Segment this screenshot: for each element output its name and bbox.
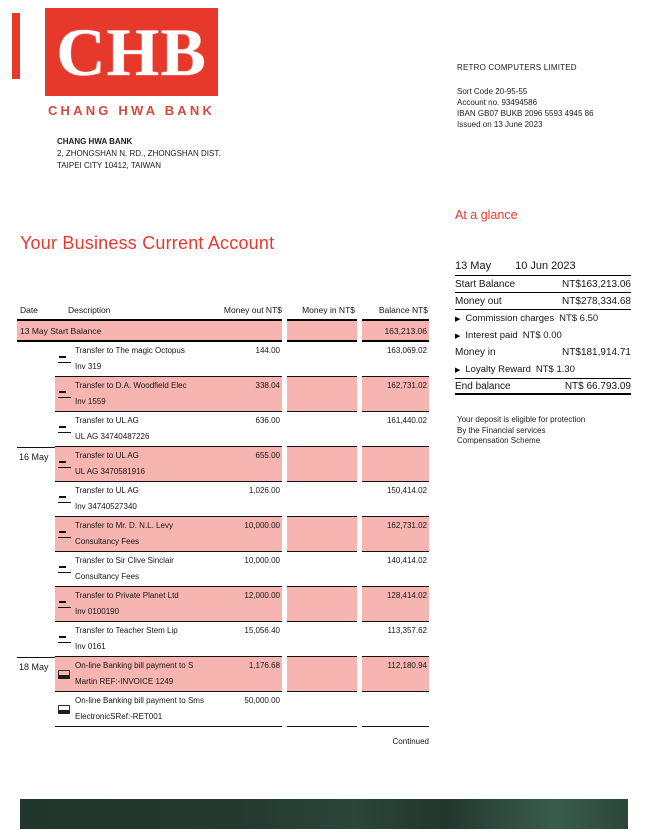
money-out-value: 655.00	[255, 451, 280, 460]
transaction-rows	[17, 342, 429, 727]
transaction-reference: ElectronicSRef:-RET001	[75, 712, 163, 721]
glance-item-value: NT$181,914.71	[562, 347, 631, 358]
money-in-cell	[287, 657, 357, 692]
transaction-type-icon	[58, 425, 71, 434]
transaction-description: Transfer to The magic Octopus	[75, 346, 185, 355]
transaction-type-icon	[58, 355, 71, 364]
continued-label: Continued	[392, 737, 429, 746]
transaction-date	[17, 622, 55, 657]
transaction-type-icon	[58, 495, 71, 504]
transaction-type-icon	[58, 565, 71, 574]
glance-item-label: Loyalty Reward	[465, 364, 531, 375]
balance-value	[362, 692, 429, 727]
money-out-value: 15,056.40	[244, 626, 280, 635]
transactions-table	[17, 303, 429, 727]
glance-item-label: Commission charges	[465, 313, 555, 324]
transaction-description: Transfer to UL AG	[75, 451, 139, 460]
statement-period	[455, 260, 631, 276]
money-out-value: 10,000.00	[244, 556, 280, 565]
bullet-arrow-icon: ▶	[455, 315, 461, 323]
glance-item	[455, 327, 631, 344]
money-in-cell	[287, 552, 357, 587]
glance-item	[455, 293, 631, 310]
bank-address-line1: 2, ZHONGSHAN N. RD., ZHONGSHAN DIST.	[57, 149, 221, 158]
col-header-description: Description	[68, 305, 111, 315]
table-row	[17, 552, 429, 587]
glance-item-value: NT$ 6.50	[559, 313, 599, 324]
glance-items	[455, 276, 631, 395]
transaction-date	[17, 412, 55, 447]
transaction-reference: UL AG 3470581916	[75, 467, 145, 476]
table-row	[17, 622, 429, 657]
transaction-reference: Inv 0161	[75, 642, 106, 651]
table-row	[17, 447, 429, 482]
glance-item-label: Money out	[455, 295, 502, 307]
money-in-cell	[287, 587, 357, 622]
money-out-value: 12,000.00	[244, 591, 280, 600]
col-header-balance: Balance NT$	[378, 305, 428, 315]
transaction-reference: Consultancy Fees	[75, 537, 140, 546]
glance-item	[455, 378, 631, 395]
bank-logo	[45, 8, 218, 96]
table-row	[17, 517, 429, 552]
money-in-cell	[287, 377, 357, 412]
corner-red-strip	[12, 13, 20, 79]
account-number: Account no. 93494586	[457, 98, 538, 107]
money-in-cell	[287, 412, 357, 447]
transaction-main-cell	[55, 412, 282, 447]
col-header-money-in: Money in NT$	[302, 305, 355, 315]
glance-item-label: End balance	[455, 380, 511, 392]
transaction-main-cell	[55, 342, 282, 377]
sort-code: Sort Code 20-95-55	[457, 87, 528, 96]
col-header-date: Date	[20, 305, 38, 315]
bank-address-line2: TAIPEI CITY 10412, TAIWAN	[57, 161, 162, 170]
table-row	[17, 587, 429, 622]
money-in-cell	[287, 342, 357, 377]
transaction-main-cell	[55, 622, 282, 657]
transaction-date	[17, 692, 55, 727]
table-row	[17, 657, 429, 692]
start-balance-value: 163,213.06	[362, 319, 429, 342]
transaction-date	[17, 377, 55, 412]
transaction-description: Transfer to UL AG	[75, 486, 139, 495]
balance-value: 162,731.02	[362, 377, 429, 412]
balance-value: 150,414.02	[362, 482, 429, 517]
balance-value: 140,414.02	[362, 552, 429, 587]
glance-item-label: Interest paid	[465, 330, 518, 341]
transaction-description: On-line Banking bill payment to Sms	[75, 696, 204, 705]
balance-value: 112,180.94	[362, 657, 429, 692]
money-in-cell	[287, 447, 357, 482]
transaction-reference: Inv 0100190	[75, 607, 120, 616]
money-out-value: 10,000.00	[244, 521, 280, 530]
transaction-type-icon	[58, 460, 71, 469]
glance-item	[455, 344, 631, 361]
balance-value: 161,440.02	[362, 412, 429, 447]
balance-value: 128,414.02	[362, 587, 429, 622]
page-title: Your Business Current Account	[20, 233, 275, 253]
transaction-reference: Martin REF:-INVOICE 1249	[75, 677, 174, 686]
transaction-description: Transfer to Mr. D. N.L. Levy	[75, 521, 173, 530]
transaction-description: Transfer to D.A. Woodfield Elec	[75, 381, 187, 390]
money-in-cell	[287, 482, 357, 517]
transaction-main-cell	[55, 692, 282, 727]
account-holder-name: RETRO COMPUTERS LIMITED	[457, 63, 577, 72]
transaction-date: 16 May	[17, 447, 55, 482]
bank-wordmark: CHANG HWA BANK	[47, 103, 216, 118]
balance-value	[362, 447, 429, 482]
bullet-arrow-icon: ▶	[455, 332, 461, 340]
transaction-description: On-line Banking bill payment to S	[75, 661, 194, 670]
transaction-description: Transfer to UL AG	[75, 416, 139, 425]
transaction-date	[17, 517, 55, 552]
table-row	[17, 342, 429, 377]
transaction-type-icon	[58, 635, 71, 644]
start-balance-money-in-cell	[287, 319, 357, 342]
balance-value: 113,357.62	[362, 622, 429, 657]
transaction-main-cell	[55, 447, 282, 482]
transaction-type-icon	[58, 670, 70, 679]
transaction-description: Transfer to Private Planet Ltd	[75, 591, 179, 600]
transaction-main-cell	[55, 377, 282, 412]
transaction-type-icon	[58, 530, 71, 539]
balance-value: 163,069.02	[362, 342, 429, 377]
money-out-value: 50,000.00	[244, 696, 280, 705]
glance-item-label: Start Balance	[455, 278, 516, 290]
glance-item-value: NT$163,213.06	[562, 278, 631, 290]
transaction-main-cell	[55, 587, 282, 622]
glance-item-value: NT$278,334.68	[562, 295, 631, 307]
money-in-cell	[287, 517, 357, 552]
money-out-value: 338.04	[255, 381, 280, 390]
bullet-arrow-icon: ▶	[455, 366, 461, 374]
footer-redaction-bar	[20, 799, 628, 829]
transaction-description: Transfer to Teacher Stem Lip	[75, 626, 178, 635]
transaction-type-icon	[58, 390, 71, 399]
transaction-reference: Consultancy Fees	[75, 572, 140, 581]
issued-date: Issued on 13 June 2023	[457, 120, 543, 129]
glance-item-value: NT$ 66.793.09	[564, 380, 631, 392]
period-start: 13 May	[455, 260, 492, 272]
protection-line: Compensation Scheme	[457, 436, 541, 445]
money-out-value: 144.00	[255, 346, 280, 355]
transaction-reference: Inv 1559	[75, 397, 106, 406]
transaction-type-icon	[58, 705, 70, 714]
money-in-cell	[287, 692, 357, 727]
table-row	[17, 482, 429, 517]
money-out-value: 636.00	[255, 416, 280, 425]
money-out-value: 1,176.68	[248, 661, 280, 670]
table-row	[17, 377, 429, 412]
account-holder-block	[457, 62, 594, 130]
start-balance-label: 13 May Start Balance	[17, 319, 282, 342]
table-row	[17, 692, 429, 727]
transaction-date: 18 May	[17, 657, 55, 692]
transaction-main-cell	[55, 552, 282, 587]
glance-item	[455, 276, 631, 293]
glance-item	[455, 310, 631, 327]
transaction-date	[17, 482, 55, 517]
bank-address	[57, 136, 221, 172]
transaction-main-cell	[55, 517, 282, 552]
transaction-description: Transfer to Sir Clive Sinclair	[75, 556, 174, 565]
glance-item-value: NT$ 1.30	[535, 364, 575, 375]
iban: IBAN GB07 BUKB 2096 5593 4945 86	[457, 109, 594, 118]
transaction-reference: Inv 319	[75, 362, 102, 371]
glance-item-label: Money in	[455, 347, 496, 358]
at-a-glance-title: At a glance	[455, 208, 518, 222]
glance-item-value: NT$ 0.00	[522, 330, 562, 341]
protection-line: Your deposit is eligible for protection	[457, 415, 586, 424]
at-a-glance-panel	[455, 208, 631, 395]
transaction-main-cell	[55, 482, 282, 517]
deposit-protection-note	[457, 415, 585, 447]
table-header	[17, 303, 429, 319]
transaction-reference: Inv 34740527340	[75, 502, 137, 511]
transaction-reference: UL AG 34740487226	[75, 432, 150, 441]
bank-logo-initials: CHB	[56, 14, 207, 90]
transaction-main-cell	[55, 657, 282, 692]
period-end: 10 Jun 2023	[515, 260, 576, 272]
money-out-value: 1,026.00	[248, 486, 280, 495]
transaction-date	[17, 342, 55, 377]
start-balance-row	[17, 319, 429, 342]
transaction-type-icon	[58, 600, 71, 609]
protection-line: By the Financial services	[457, 425, 546, 435]
balance-value: 162,731.02	[362, 517, 429, 552]
transaction-date	[17, 552, 55, 587]
bank-address-name: CHANG HWA BANK	[57, 137, 133, 146]
col-header-money-out: Money out NT$	[223, 305, 282, 315]
money-in-cell	[287, 622, 357, 657]
glance-item	[455, 361, 631, 378]
transaction-date	[17, 587, 55, 622]
table-row	[17, 412, 429, 447]
